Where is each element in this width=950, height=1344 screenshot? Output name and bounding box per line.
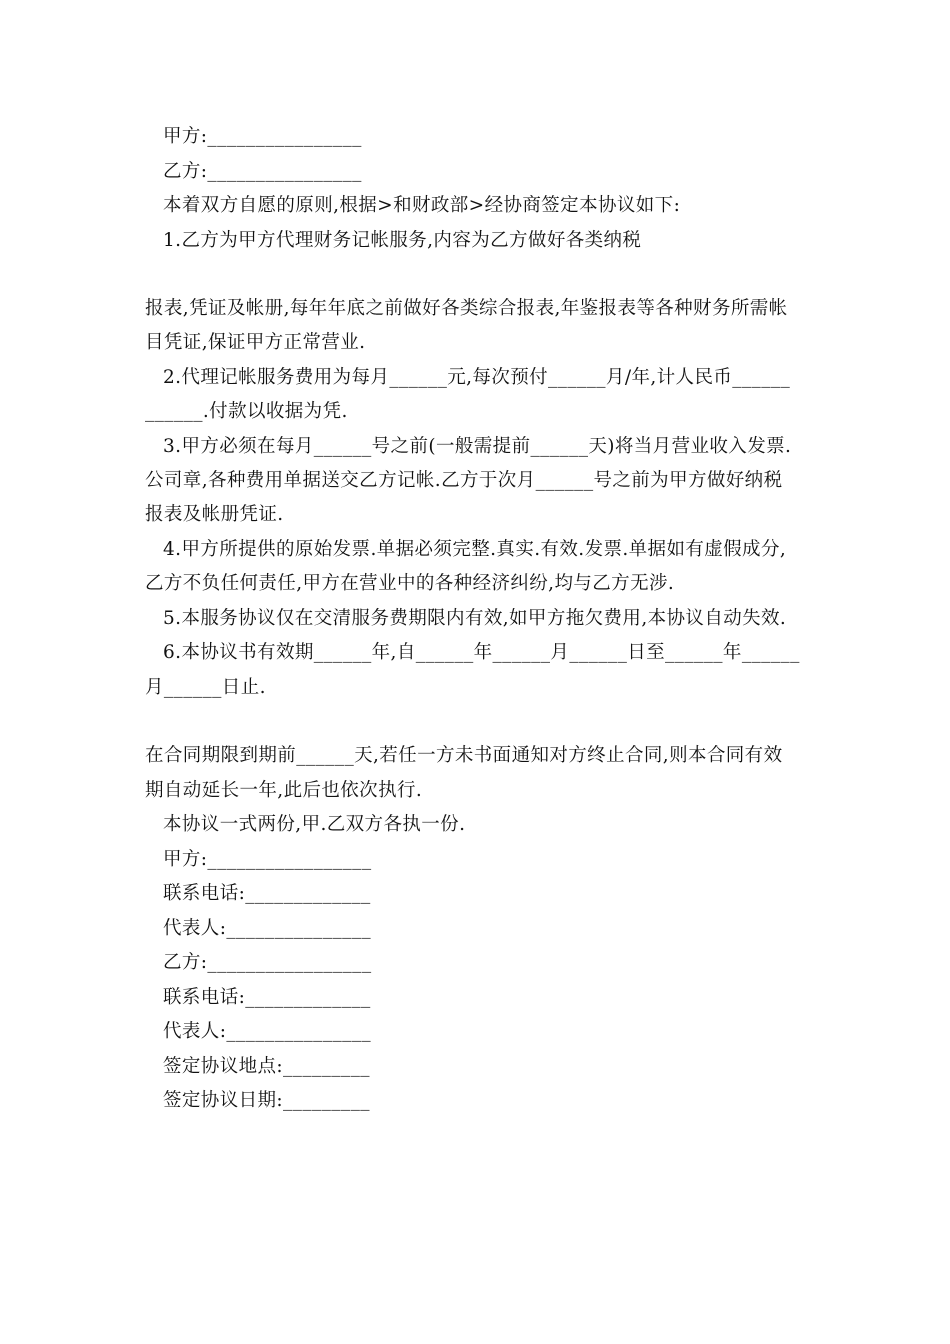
clause-1-line-1: 1.乙方为甲方代理财务记帐服务,内容为乙方做好各类纳税 [163,230,642,251]
signature-party-b: 乙方:_________________ [163,952,372,973]
clause-5-line: 5.本服务协议仅在交清服务费期限内有效,如甲方拖欠费用,本协议自动失效. [163,608,787,629]
signing-date: 签定协议日期:_________ [163,1090,370,1111]
clause-1-line-2: 报表,凭证及帐册,每年年底之前做好各类综合报表,年鉴报表等各种财务所需帐 [145,298,788,319]
party-a-line: 甲方:________________ [163,126,362,147]
clause-2-line-1: 2.代理记帐服务费用为每月______元,每次预付______月/年,计人民币______ [163,367,791,388]
renewal-line-2: 期自动延长一年,此后也依次执行. [145,780,423,801]
clause-6-line-1: 6.本协议书有效期______年,自______年______月______日至______年______ [163,642,800,663]
clause-4-line-1: 4.甲方所提供的原始发票.单据必须完整.真实.有效.发票.单据如有虚假成分, [163,539,787,560]
clause-3-line-3: 报表及帐册凭证. [145,504,284,525]
clause-2-line-2: ______.付款以收据为凭. [145,401,348,422]
clause-1-line-3: 目凭证,保证甲方正常营业. [145,332,366,353]
signature-party-b-phone: 联系电话:_____________ [163,987,371,1008]
signing-location: 签定协议地点:_________ [163,1056,370,1077]
signature-party-b-representative: 代表人:_______________ [163,1021,372,1042]
clause-6-line-2: 月______日止. [145,677,266,698]
signature-party-a: 甲方:_________________ [163,849,372,870]
party-b-line: 乙方:________________ [163,161,362,182]
copies-line: 本协议一式两份,甲.乙双方各执一份. [163,814,466,835]
renewal-line-1: 在合同期限到期前______天,若任一方未书面通知对方终止合同,则本合同有效 [145,745,783,766]
signature-party-a-representative: 代表人:_______________ [163,918,372,939]
clause-3-line-1: 3.甲方必须在每月______号之前(一般需提前______天)将当月营业收入发票. [163,436,792,457]
signature-party-a-phone: 联系电话:_____________ [163,883,371,904]
clause-4-line-2: 乙方不负任何责任,甲方在营业中的各种经济纠纷,均与乙方无涉. [145,573,675,594]
clause-3-line-2: 公司章,各种费用单据送交乙方记帐.乙方于次月______号之前为甲方做好纳税 [145,470,783,491]
intro-paragraph: 本着双方自愿的原则,根据>和财政部>经协商签定本协议如下: [163,195,681,216]
